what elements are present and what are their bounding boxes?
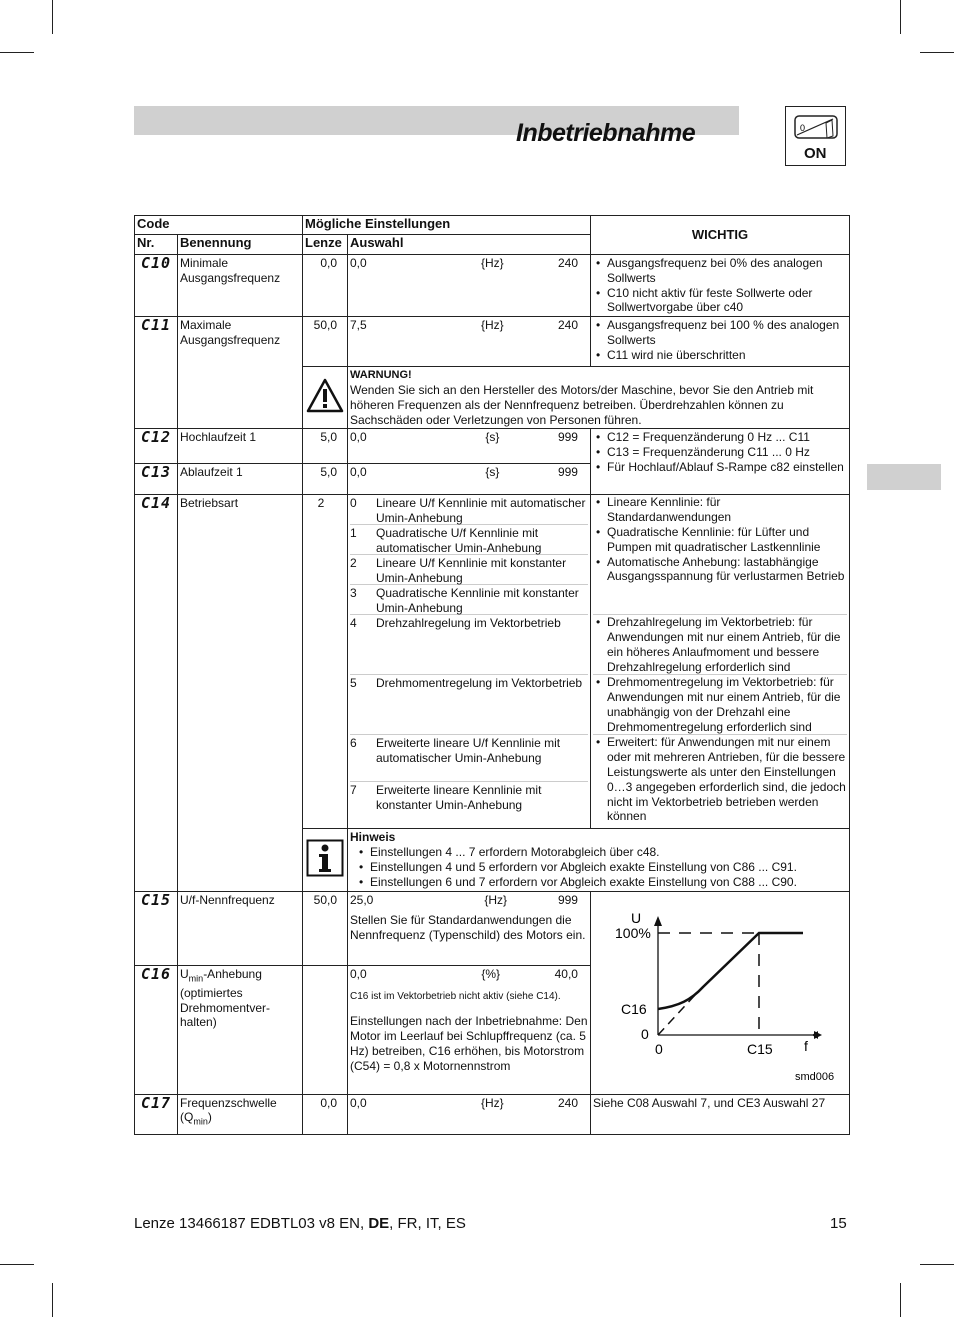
param-default: 2: [303, 495, 348, 829]
param-name: Minimale Ausgangsfrequenz: [178, 255, 303, 317]
param-default: 0,0: [303, 255, 348, 317]
param-range: 0,0 {Hz} 240: [348, 1094, 591, 1134]
option-item: 0 Lineare U/f Kennlinie mit automatischer Umin-Anhebung: [350, 495, 588, 525]
warning-title: WARNUNG!: [350, 369, 412, 382]
param-notes: • Lineare Kennlinie: für Standardanwendungen • Quadratische Kennlinie: für Lüfter und Pumpen mit quadratischer Lastkennlinie • Automatische Anhebung: lastabhängige Ausgangsspannung für verlustarmen Betrieb • Drehzahlregelung im Vektorbetrieb: für Anwendungen mit nur einem Antrieb, für die ein höheres Anlaufmoment und bessere Drehzahlregelung erforderlich sind • Drehmomentregelung im Vektorbetrieb: für Anwendungen mit nur einem Antrieb, für die unabhängig von der Drehzahl eine Drehmomentregelung erforderlich sind • Erweitert: für Anwendungen mit nur einem oder mit mehreren Antrieben, für die bessere Leistungswerte als unter den Einstellungen 0…3 angegeben erforderlich sind, die jedoch nicht im Vektorbetrieb betrieben werden können: [591, 495, 850, 829]
param-default: 5,0: [303, 464, 348, 495]
param-code: C11: [135, 317, 178, 429]
header-nr: Nr.: [135, 235, 178, 255]
param-notes: • Ausgangsfrequenz bei 100 % des analogen Sollwerts • C11 wird nie überschritten: [591, 317, 850, 367]
option-item: 1 Quadratische U/f Kennlinie mit automatischer Umin-Anhebung: [350, 525, 588, 555]
param-name: Maximale Ausgangsfrequenz: [178, 317, 303, 429]
param-notes: Siehe C08 Auswahl 7, und CE3 Auswahl 27: [591, 1094, 850, 1134]
param-name: $U_{min}$-Anhebung (optimiertes Drehmomentver-halten): [178, 965, 303, 1094]
power-switch-icon: [785, 106, 846, 166]
param-notes: • C12 = Frequenzänderung 0 Hz ... C11 • C13 = Frequenzänderung C11 ... 0 Hz • Für Hochlauf/Ablauf S-Rampe c82 einstellen: [591, 429, 850, 495]
crop-mark: [920, 52, 954, 53]
param-range: 7,5 {Hz} 240: [348, 317, 591, 367]
header-important: WICHTIG: [591, 216, 850, 255]
footer-doc-info: Lenze 13466187 EDBTL03 v8 EN, DE, FR, IT, ES: [134, 1215, 466, 1232]
graph-zero-y: 0: [641, 1025, 649, 1042]
param-name: U/f-Nennfrequenz: [178, 891, 303, 965]
table-row: [135, 1094, 850, 1134]
param-code: C14: [135, 495, 178, 891]
uf-graph: [591, 891, 850, 1094]
crop-mark: [0, 1264, 34, 1265]
graph-100-label: 100%: [615, 924, 651, 941]
param-code: C17: [135, 1094, 178, 1134]
header-name: Benennung: [178, 235, 303, 255]
param-default: 50,0: [303, 317, 348, 367]
info-icon: [303, 829, 348, 891]
warning-text-block: [348, 367, 850, 429]
option-item: 2 Lineare U/f Kennlinie mit konstanter Umin-Anhebung: [350, 555, 588, 585]
crop-mark: [900, 0, 901, 34]
crop-mark: [52, 0, 53, 34]
on-label: ON: [804, 145, 827, 162]
table-row: [135, 495, 850, 829]
option-item: 3 Quadratische Kennlinie mit konstanter Umin-Anhebung: [350, 585, 588, 615]
header-settings: Mögliche Einstellungen: [303, 216, 591, 235]
page-number: 15: [830, 1215, 847, 1232]
warning-text: Wenden Sie sich an den Hersteller des Motors/der Maschine, bevor Sie den Antrieb mit höheren Frequenzen als der Nennfrequenz betreiben. Überdrehzahlen können zu Sachschäden oder Verletzungen von Personen führen.: [350, 382, 814, 427]
table-row: [135, 429, 850, 464]
option-item: 5 Drehmomentregelung im Vektorbetrieb: [350, 675, 588, 735]
option-item: 7 Erweiterte lineare Kennlinie mit konstanter Umin-Anhebung: [350, 783, 542, 813]
param-notes: • Ausgangsfrequenz bei 0% des analogen Sollwerts • C10 nicht aktiv für feste Sollwerte oder Sollwertvorgabe über c40: [591, 255, 850, 317]
crop-mark: [0, 52, 34, 53]
svg-text:0: 0: [800, 123, 806, 133]
param-range: 0,0 {Hz} 240: [348, 255, 591, 317]
param-name: Ablaufzeit 1: [178, 464, 303, 495]
param-range: 0,0 {%} 40,0 C16 ist im Vektorbetrieb nicht aktiv (siehe C14). Einstellungen nach der Inbetriebnahme: Den Motor im Leerlauf bei Schlupffrequenz (ca. 5 Hz) betreiben, C16 erhöhen, bis Motorstrom (C54) = 0,8 x Motornennstrom: [348, 965, 591, 1094]
param-code: C15: [135, 891, 178, 965]
param-default: 0,0: [303, 1094, 348, 1134]
table-row: [135, 255, 850, 317]
graph-c16-label: C16: [621, 1000, 647, 1017]
graph-u-label: U: [631, 909, 642, 926]
crop-mark: [900, 1283, 901, 1317]
parameter-table: [134, 215, 850, 1135]
side-tab: [867, 464, 941, 490]
page-title: Inbetriebnahme: [516, 119, 696, 147]
param-range: 0,0 {s} 999: [348, 464, 591, 495]
option-item: 4 Drehzahlregelung im Vektorbetrieb: [350, 615, 588, 675]
param-default: 5,0: [303, 429, 348, 464]
hint-title: Hinweis: [350, 830, 396, 845]
hint-text-block: Hinweis • Einstellungen 4 ... 7 erfordern Motorabgleich über c48. • Einstellungen 4 und 5 erfordern vor Abgleich exakte Einstellung von C86 ... C91. • Einstellungen 6 und 7 erfordern vor Abgleich exakte Einstellung von C88 ... C90.: [348, 829, 850, 891]
option-item: 6 Erweiterte lineare U/f Kennlinie mit automatischer Umin-Anhebung: [350, 735, 588, 782]
param-name: Frequenzschwelle $(Q_{min})$: [178, 1094, 303, 1134]
crop-mark: [920, 1264, 954, 1265]
graph-f-label: f: [804, 1037, 808, 1054]
table-row: [135, 891, 850, 965]
graph-ref-label: smd006: [795, 1070, 835, 1083]
param-options: [348, 495, 591, 829]
header-code: Code: [135, 216, 303, 235]
graph-zero-x: 0: [655, 1040, 663, 1057]
param-name: Betriebsart: [178, 495, 303, 891]
param-range: 25,0 {Hz} 999 Stellen Sie für Standardanwendungen die Nennfrequenz (Typenschild) des Motors ein.: [348, 891, 591, 965]
param-code: C12: [135, 429, 178, 464]
crop-mark: [52, 1283, 53, 1317]
table-row: [135, 317, 850, 367]
param-code: C16: [135, 965, 178, 1094]
param-default: 50,0: [303, 891, 348, 965]
header-lenze: Lenze: [303, 235, 348, 255]
header-select: Auswahl: [348, 235, 591, 255]
graph-c15-label: C15: [747, 1040, 773, 1057]
param-default: [303, 965, 348, 1094]
param-code: C10: [135, 255, 178, 317]
param-range: 0,0 {s} 999: [348, 429, 591, 464]
param-code: C13: [135, 464, 178, 495]
param-name: Hochlaufzeit 1: [178, 429, 303, 464]
warning-icon: [303, 367, 348, 429]
